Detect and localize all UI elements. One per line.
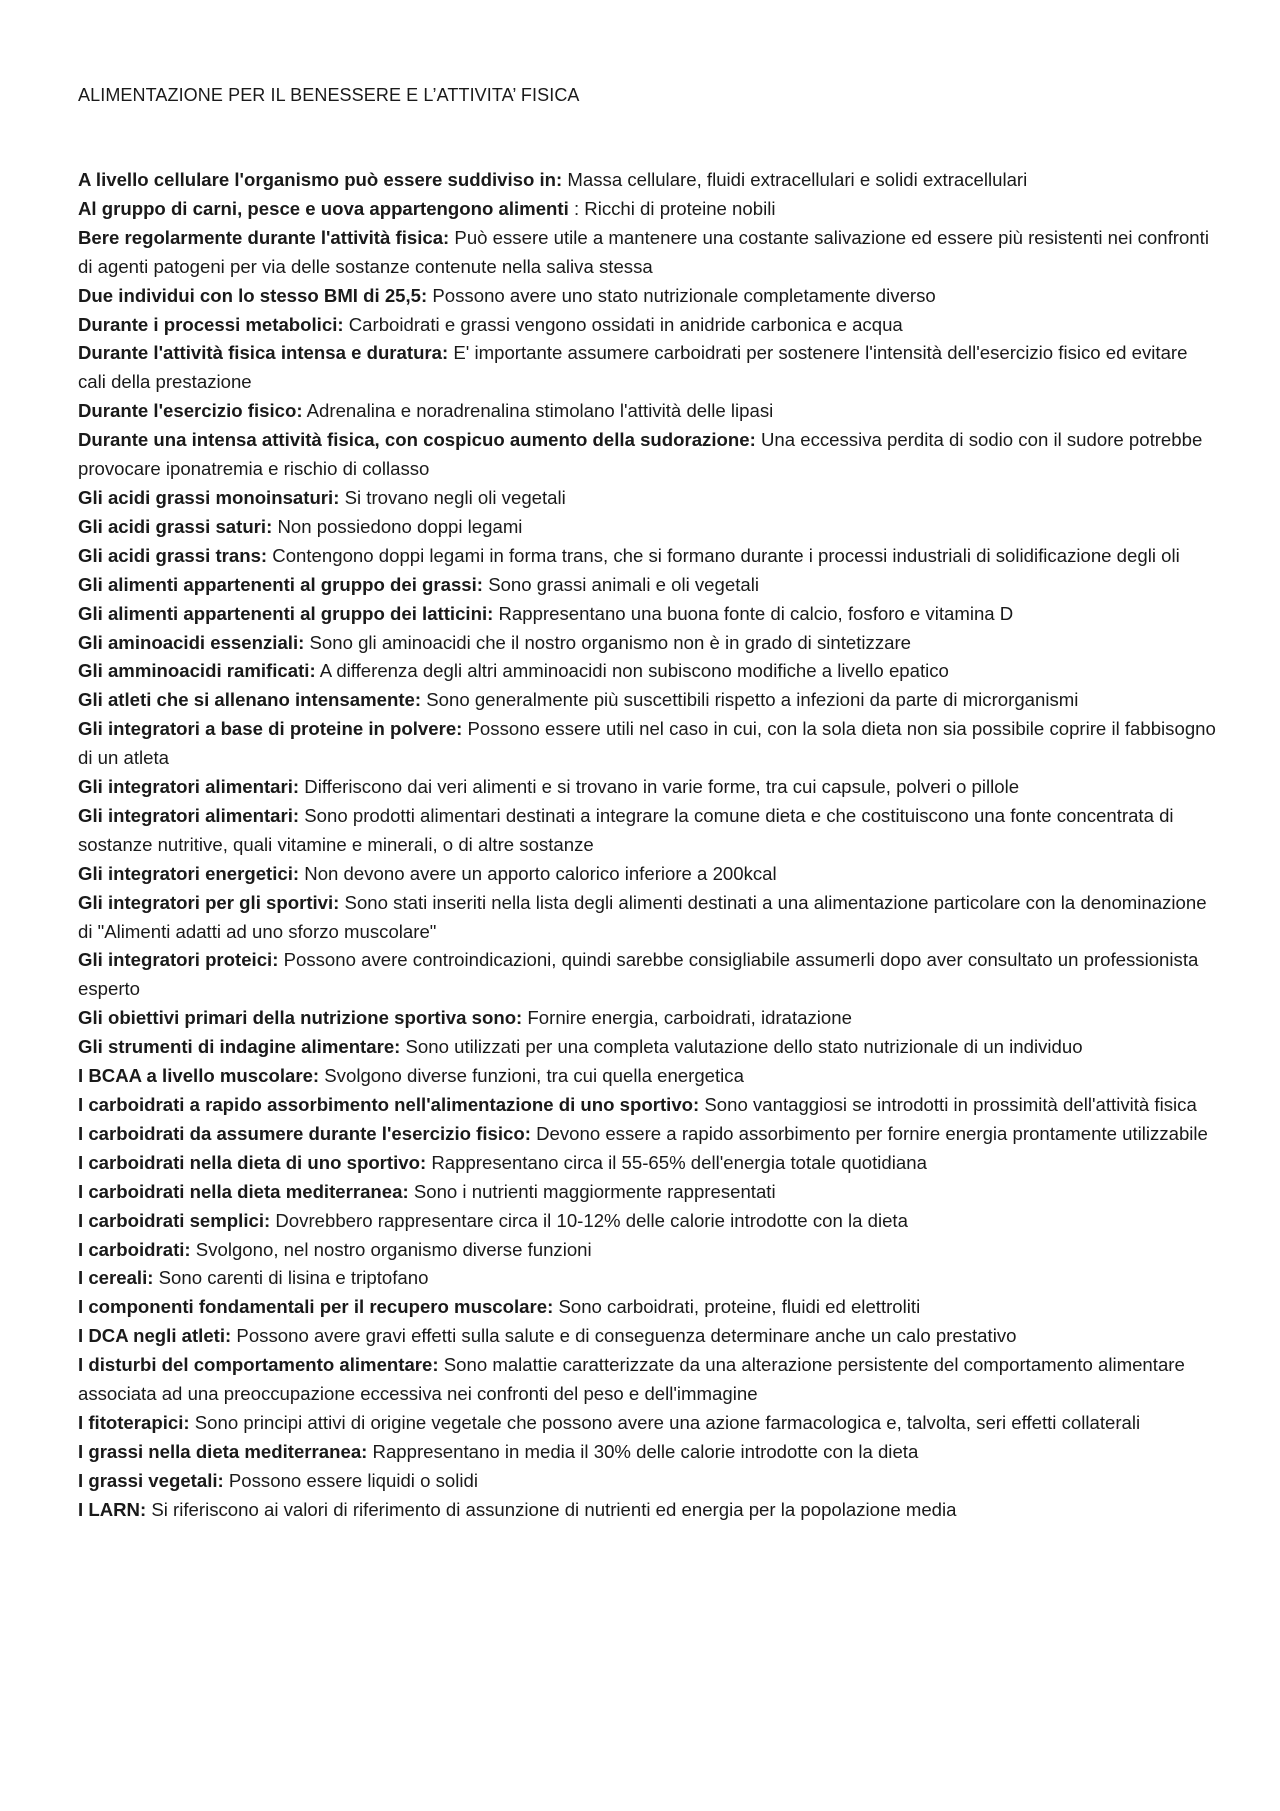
entry-term: A livello cellulare l'organismo può essere suddiviso in: <box>78 169 563 190</box>
entry-term: Gli integratori per gli sportivi: <box>78 891 340 913</box>
entry-definition: Svolgono, nel nostro organismo diverse funzioni <box>195 1238 592 1260</box>
entry-definition: Svolgono diverse funzioni, tra cui quella energetica <box>324 1065 744 1087</box>
entry-definition: Differiscono dai veri alimenti e si trovano in varie forme, tra cui capsule, polveri o pillole <box>304 776 1020 798</box>
entry-definition: A differenza degli altri amminoacidi non subiscono modifiche a livello epatico <box>319 660 949 682</box>
entry-definition: Possono essere utili nel caso in cui, con la sola dieta non sia possibile coprire il fabbisogno di un atleta <box>78 718 1216 769</box>
entry-definition: Possono avere controindicazioni, quindi sarebbe consigliabile assumerli dopo aver consultato un professionista esperto <box>78 949 1199 1000</box>
entry-definition: Rappresentano circa il 55-65% dell'energia totale quotidiana <box>431 1151 927 1173</box>
entry-definition: Sono stati inseriti nella lista degli alimenti destinati a una alimentazione particolare con la denominazione di "Alimenti adatti ad uno sforzo muscolare" <box>78 891 1207 942</box>
list-item <box>78 166 1216 195</box>
entry-definition: Non devono avere un apporto calorico inferiore a 200kcal <box>304 862 777 884</box>
entry-term: I LARN: <box>78 1498 147 1520</box>
list-item <box>78 802 1216 860</box>
entry-definition: Si riferiscono ai valori di riferimento di assunzione di nutrienti ed energia per la popolazione media <box>151 1498 957 1520</box>
list-item <box>78 542 1216 571</box>
list-item <box>78 1293 1216 1322</box>
entry-definition: Dovrebbero rappresentare circa il 10-12% delle calorie introdotte con la dieta <box>275 1209 908 1231</box>
entry-term: Bere regolarmente durante l'attività fisica: <box>78 226 450 248</box>
entry-definition: Non possiedono doppi legami <box>277 515 523 537</box>
entry-term: I DCA negli atleti: <box>78 1325 232 1347</box>
entry-definition: Devono essere a rapido assorbimento per fornire energia prontamente utilizzabile <box>536 1122 1208 1144</box>
list-item <box>78 1409 1216 1438</box>
entry-term: Gli amminoacidi ramificati: <box>78 660 316 682</box>
entry-definition: Sono gli aminoacidi che il nostro organismo non è in grado di sintetizzare <box>309 631 912 653</box>
entry-term: Durante l'esercizio fisico: <box>78 400 303 422</box>
list-item <box>78 1496 1216 1525</box>
entry-definition: Sono vantaggiosi se introdotti in prossimità dell'attività fisica <box>704 1094 1197 1115</box>
entry-term: Durante una intensa attività fisica, con cospicuo aumento della sudorazione: <box>78 429 756 451</box>
entry-definition: : Ricchi di proteine nobili <box>573 197 776 219</box>
entry-term: Durante i processi metabolici: <box>78 313 344 335</box>
entry-definition: Possono avere uno stato nutrizionale completamente diverso <box>432 284 936 306</box>
entry-definition: Sono i nutrienti maggiormente rappresentati <box>413 1180 776 1202</box>
entry-term: I carboidrati semplici: <box>78 1209 271 1231</box>
list-item <box>78 426 1216 484</box>
list-item <box>78 1149 1216 1178</box>
entry-term: Gli obiettivi primari della nutrizione sportiva sono: <box>78 1007 523 1029</box>
entry-term: I carboidrati nella dieta di uno sportivo: <box>78 1151 427 1173</box>
entry-term: I disturbi del comportamento alimentare: <box>78 1354 439 1376</box>
entry-term: Gli acidi grassi trans: <box>78 544 268 566</box>
entry-term: I grassi vegetali: <box>78 1469 224 1491</box>
entry-list <box>78 166 1216 1525</box>
entry-term: I carboidrati: <box>78 1238 191 1260</box>
list-item <box>78 484 1216 513</box>
list-item <box>78 1120 1216 1149</box>
entry-term: Gli acidi grassi saturi: <box>78 515 273 537</box>
entry-term: Gli alimenti appartenenti al gruppo dei grassi: <box>78 573 484 595</box>
list-item <box>78 1062 1216 1091</box>
list-item <box>78 860 1216 889</box>
list-item <box>78 1351 1216 1409</box>
entry-term: I carboidrati da assumere durante l'esercizio fisico: <box>78 1122 531 1144</box>
entry-term: I BCAA a livello muscolare: <box>78 1065 320 1087</box>
entry-term: Gli integratori alimentari: <box>78 804 300 826</box>
entry-definition: Sono carenti di lisina e triptofano <box>158 1267 429 1289</box>
list-item <box>78 311 1216 340</box>
entry-term: Gli integratori a base di proteine in polvere: <box>78 718 463 740</box>
entry-definition: Sono generalmente più suscettibili rispetto a infezioni da parte di microrganismi <box>426 689 1079 711</box>
list-item <box>78 1033 1216 1062</box>
list-item <box>78 224 1216 282</box>
list-item <box>78 1091 1216 1120</box>
entry-term: Gli acidi grassi monoinsaturi: <box>78 486 340 508</box>
list-item <box>78 686 1216 715</box>
list-item <box>78 1264 1216 1293</box>
entry-definition: Sono grassi animali e oli vegetali <box>488 573 759 595</box>
list-item <box>78 1322 1216 1351</box>
list-item <box>78 889 1216 947</box>
entry-term: Gli integratori proteici: <box>78 949 279 971</box>
entry-term: I grassi nella dieta mediterranea: <box>78 1440 368 1462</box>
list-item <box>78 571 1216 600</box>
list-item <box>78 1207 1216 1236</box>
entry-definition: Fornire energia, carboidrati, idratazione <box>527 1007 852 1029</box>
list-item <box>78 715 1216 773</box>
list-item <box>78 946 1216 1004</box>
entry-term: Gli integratori energetici: <box>78 862 300 884</box>
list-item <box>78 629 1216 658</box>
entry-term: Gli strumenti di indagine alimentare: <box>78 1036 401 1058</box>
entry-definition: Sono carboidrati, proteine, fluidi ed elettroliti <box>558 1296 921 1318</box>
entry-definition: Possono essere liquidi o solidi <box>228 1469 478 1491</box>
entry-definition: Carboidrati e grassi vengono ossidati in anidride carbonica e acqua <box>348 313 903 335</box>
entry-definition: Può essere utile a mantenere una costante salivazione ed essere più resistenti nei confronti di agenti patogeni per via delle sostanze contenute nella saliva stessa <box>78 226 1209 277</box>
entry-definition: Rappresentano in media il 30% delle calorie introdotte con la dieta <box>372 1440 919 1462</box>
entry-term: I cereali: <box>78 1267 154 1289</box>
entry-definition: Sono malattie caratterizzate da una alterazione persistente del comportamento alimentare associata ad una preoccupazione eccessiva nei confronti del peso e dell'immagine <box>78 1354 1185 1405</box>
list-item <box>78 1236 1216 1265</box>
list-item <box>78 513 1216 542</box>
list-item <box>78 397 1216 426</box>
list-item <box>78 1438 1216 1467</box>
list-item <box>78 657 1216 686</box>
entry-definition: Massa cellulare, fluidi extracellulari e solidi extracellulari <box>567 169 1028 190</box>
entry-term: Gli alimenti appartenenti al gruppo dei latticini: <box>78 602 494 624</box>
list-item <box>78 1004 1216 1033</box>
entry-definition: Adrenalina e noradrenalina stimolano l'attività delle lipasi <box>306 400 774 422</box>
entry-definition: Sono utilizzati per una completa valutazione dello stato nutrizionale di un individuo <box>405 1036 1083 1058</box>
list-item <box>78 195 1216 224</box>
entry-term: Al gruppo di carni, pesce e uova appartengono alimenti <box>78 197 569 219</box>
entry-definition: Una eccessiva perdita di sodio con il sudore potrebbe provocare iponatremia e rischio di collasso <box>78 429 1203 480</box>
entry-definition: Sono principi attivi di origine vegetale che possono avere una azione farmacologica e, talvolta, seri effetti collaterali <box>194 1411 1141 1433</box>
list-item <box>78 282 1216 311</box>
entry-term: Gli integratori alimentari: <box>78 776 300 798</box>
entry-definition: Possono avere gravi effetti sulla salute e di conseguenza determinare anche un calo prestativo <box>236 1325 1017 1347</box>
entry-term: I carboidrati nella dieta mediterranea: <box>78 1180 409 1202</box>
entry-definition: Contengono doppi legami in forma trans, che si formano durante i processi industriali di solidificazione degli oli <box>272 544 1180 566</box>
list-item <box>78 1467 1216 1496</box>
entry-definition: Si trovano negli oli vegetali <box>344 486 566 508</box>
document-title: ALIMENTAZIONE PER IL BENESSERE E L’ATTIVITA’ FISICA <box>78 85 580 105</box>
list-item <box>78 773 1216 802</box>
list-item <box>78 1178 1216 1207</box>
entry-term: Durante l'attività fisica intensa e duratura: <box>78 342 449 364</box>
entry-definition: E' importante assumere carboidrati per sostenere l'intensità dell'esercizio fisico ed evitare cali della prestazione <box>78 342 1188 393</box>
entry-term: I componenti fondamentali per il recupero muscolare: <box>78 1296 554 1318</box>
list-item <box>78 600 1216 629</box>
entry-definition: Sono prodotti alimentari destinati a integrare la comune dieta e che costituiscono una fonte concentrata di sostanze nutritive, quali vitamine e minerali, o di altre sostanze <box>78 804 1174 855</box>
list-item <box>78 339 1216 397</box>
entry-term: I carboidrati a rapido assorbimento nell'alimentazione di uno sportivo: <box>78 1094 700 1115</box>
entry-term: Due individui con lo stesso BMI di 25,5: <box>78 284 428 306</box>
entry-definition: Rappresentano una buona fonte di calcio, fosforo e vitamina D <box>498 602 1014 624</box>
entry-term: Gli atleti che si allenano intensamente: <box>78 689 422 711</box>
entry-term: I fitoterapici: <box>78 1411 190 1433</box>
entry-term: Gli aminoacidi essenziali: <box>78 631 305 653</box>
